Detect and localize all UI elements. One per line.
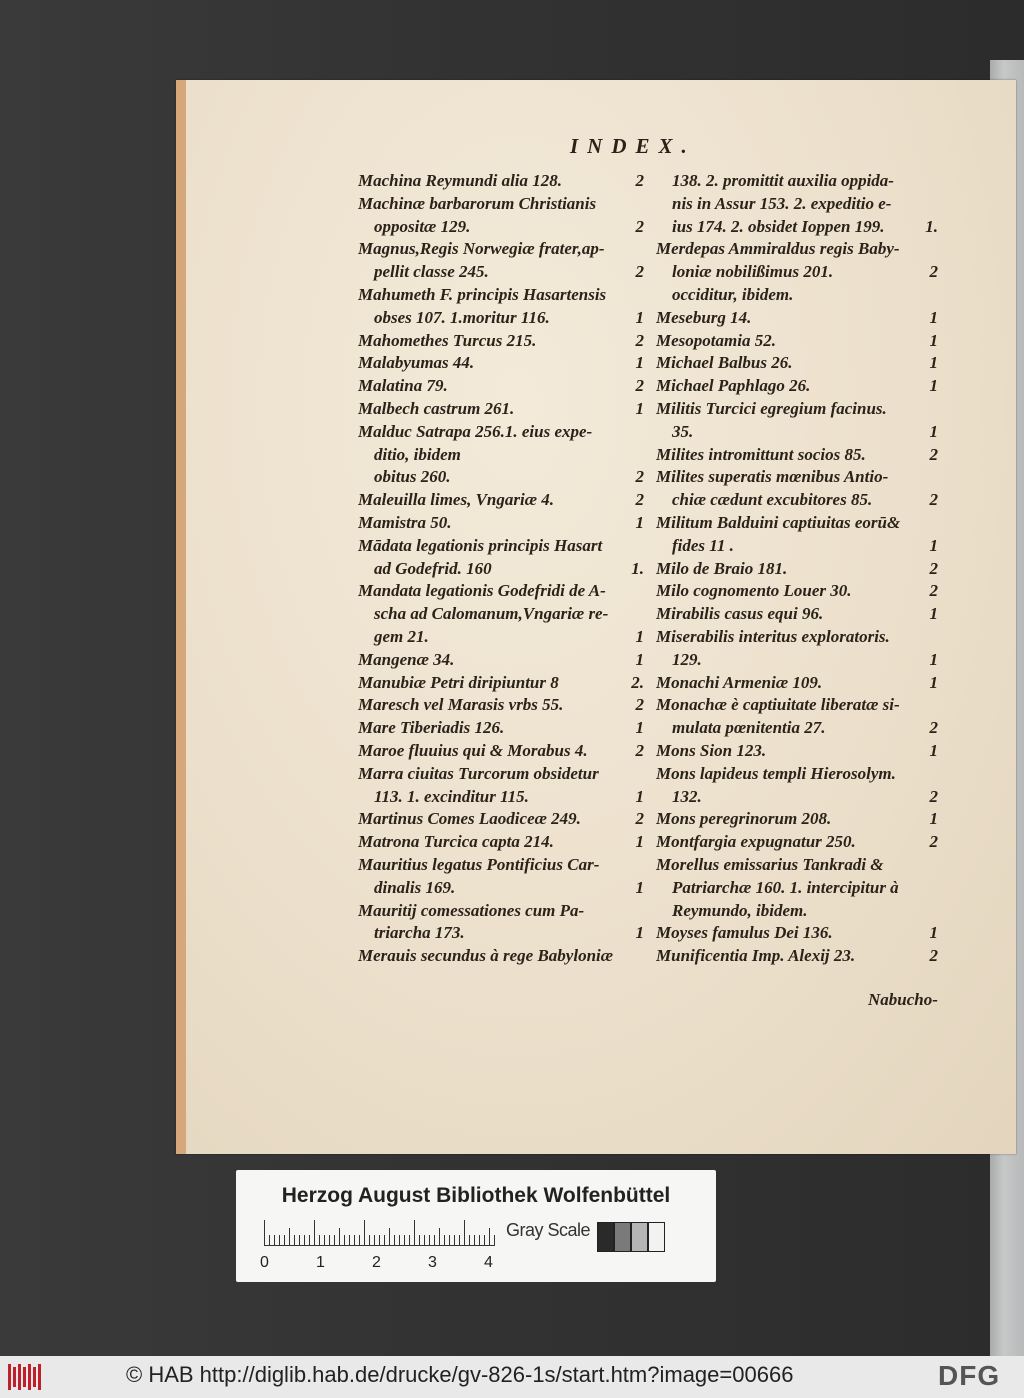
index-entry-line [656, 694, 938, 717]
index-entry-text: Mirabilis casus equi 96. [656, 604, 824, 624]
index-entry-column-marker: 1 [635, 923, 644, 943]
ruler-tick [379, 1235, 380, 1246]
index-entry-column-marker: 1 [635, 512, 644, 532]
index-entry-column-marker: 2 [929, 262, 938, 282]
index-entry-text: 138. 2. promittit auxilia oppida- [672, 171, 894, 190]
index-entry-text: obitus 260. [374, 467, 451, 487]
index-entry-column-marker: 1 [929, 649, 938, 669]
ruler-tick [354, 1235, 355, 1246]
card-title: Herzog August Bibliothek Wolfenbüttel [281, 1184, 671, 1207]
catchword: Nabucho- [868, 990, 938, 1009]
ruler-tick [444, 1235, 445, 1246]
index-entry-text: chiæ cædunt excubitores 85. [672, 490, 873, 510]
index-entry-line [656, 193, 938, 216]
index-entry-text: 132. [672, 786, 702, 806]
ruler-tick [464, 1220, 465, 1246]
ruler-tick [384, 1235, 385, 1246]
ruler-tick [349, 1235, 350, 1246]
index-entry-column-marker: 1 [929, 376, 938, 396]
index-entry-column-marker: 2 [635, 740, 644, 760]
ruler-tick [439, 1228, 440, 1246]
ruler-tick [494, 1235, 495, 1246]
index-entry-line [656, 763, 938, 786]
dfg-logo: DFG [938, 1360, 1001, 1391]
index-entry-text: Malbech castrum 261. [358, 398, 515, 418]
index-entry-column-marker: 2 [635, 695, 644, 715]
index-entry-line [358, 444, 644, 467]
ruler-tick [304, 1235, 305, 1246]
index-entry-text: scha ad Calomanum,Vngariæ re- [374, 604, 609, 624]
index-entry-line [656, 421, 938, 444]
index-entry-line [656, 808, 938, 831]
index-entry-text: Machina Reymundi alia 128. [358, 171, 563, 190]
index-entry-line [656, 216, 938, 239]
index-entry-text: mulata pœnitentia 27. [672, 718, 826, 738]
ruler-tick [434, 1235, 435, 1246]
ruler-number: 2 [372, 1254, 381, 1271]
page-header: INDEX. [570, 134, 696, 158]
index-entry-text: Machinæ barbarorum Christianis [358, 193, 597, 213]
index-entry-text: Malduc Satrapa 256.1. eius expe- [358, 421, 593, 441]
ruler-number: 3 [428, 1254, 437, 1271]
index-entry-text: Monachi Armeniæ 109. [656, 672, 823, 692]
index-entry-text: Mamistra 50. [358, 512, 452, 532]
ruler-tick [489, 1228, 490, 1246]
index-entry-line [358, 763, 644, 786]
index-entry-column-marker: 1 [929, 307, 938, 327]
index-entry-column-marker: 2 [929, 946, 938, 966]
index-entry-text: loniæ nobilißimus 201. [672, 262, 834, 282]
index-entry-line [656, 877, 938, 900]
ruler-tick [344, 1235, 345, 1246]
index-entry-column-marker: 1 [635, 718, 644, 738]
ruler-tick [474, 1235, 475, 1246]
index-entry-text: triarcha 173. [374, 923, 465, 943]
footer-bar [0, 1356, 1024, 1398]
index-entry-column-marker: 2 [929, 718, 938, 738]
index-entry-line [358, 649, 644, 672]
index-entry-column-marker: 2 [929, 444, 938, 464]
index-entry-column-marker: 1 [929, 604, 938, 624]
index-entry-line [656, 512, 938, 535]
index-entry-text: Milites superatis mœnibus Antio- [656, 467, 889, 487]
index-entry-line [358, 808, 644, 831]
index-entry-column-marker: 1 [635, 832, 644, 852]
index-entry-line [656, 170, 938, 193]
ruler-tick [309, 1235, 310, 1246]
index-entry-text: Merdepas Ammiraldus regis Baby- [656, 239, 900, 259]
index-entry-column-marker: 2 [929, 581, 938, 601]
ruler-tick [419, 1235, 420, 1246]
ruler-tick [484, 1235, 485, 1246]
index-entry-column-marker: 1 [635, 307, 644, 327]
index-entry-line [358, 672, 644, 695]
index-entry-column-marker: 1 [635, 398, 644, 418]
index-entry-line [358, 398, 644, 421]
index-entry-line [358, 375, 644, 398]
index-entry-line [656, 284, 938, 307]
index-entry-text: Maleuilla limes, Vngariæ 4. [358, 490, 554, 510]
index-entry-column-marker: 1 [929, 809, 938, 829]
index-entry-column-marker: 2 [929, 832, 938, 852]
ruler-number: 4 [484, 1254, 493, 1271]
index-entry-column-marker: 1 [635, 786, 644, 806]
ruler-tick [369, 1235, 370, 1246]
index-entry-line [358, 945, 644, 968]
index-entry-line [656, 603, 938, 626]
index-entry-line [656, 717, 938, 740]
index-entry-line [656, 307, 938, 330]
index-entry-text: Martinus Comes Laodiceæ 249. [358, 809, 581, 829]
index-entry-line [656, 375, 938, 398]
index-entry-line [358, 330, 644, 353]
index-entry-line [656, 352, 938, 375]
index-entry-line [358, 307, 644, 330]
index-entry-text: Marra ciuitas Turcorum obsidetur [358, 763, 599, 783]
ruler-tick [334, 1235, 335, 1246]
index-entry-line [358, 352, 644, 375]
index-entry-column-marker: 2 [635, 809, 644, 829]
index-entry-text: 35. [672, 421, 694, 441]
index-entry-line [656, 922, 938, 945]
index-entry-text: ditio, ibidem [374, 444, 461, 464]
index-entry-line [358, 238, 644, 261]
gray-scale-swatch [631, 1222, 648, 1252]
index-entry-text: Morellus emissarius Tankradi & [656, 854, 884, 874]
index-entry-column-marker: 1 [929, 330, 938, 350]
index-entry-line [656, 535, 938, 558]
index-entry-column-marker: 2 [635, 330, 644, 350]
index-entry-text: Mauritij comessationes cum Pa- [358, 900, 585, 920]
ruler-tick [449, 1235, 450, 1246]
index-entry-column-marker: 1 [929, 923, 938, 943]
index-entry-text: ad Godefrid. 160 [374, 558, 492, 578]
index-entry-text: Mons peregrinorum 208. [656, 809, 832, 829]
ruler-tick [284, 1235, 285, 1246]
index-entry-column-marker: 1 [635, 877, 644, 897]
ruler-tick [319, 1235, 320, 1246]
index-entry-line [358, 284, 644, 307]
index-entry-text: pellit classe 245. [374, 262, 489, 282]
index-entry-line [656, 489, 938, 512]
ruler-tick [424, 1235, 425, 1246]
index-entry-column-marker: 1 [929, 740, 938, 760]
index-entry-text: Michael Paphlago 26. [656, 376, 811, 396]
ruler-tick [359, 1235, 360, 1246]
ruler-tick [469, 1235, 470, 1246]
index-entry-line [656, 626, 938, 649]
index-entry-text: Munificentia Imp. Alexij 23. [656, 946, 856, 966]
index-entry-line [358, 922, 644, 945]
index-entry-column-marker: 1 [635, 649, 644, 669]
gray-scale-swatch [597, 1222, 614, 1252]
index-entry-line [358, 900, 644, 923]
ruler-scale [264, 1218, 494, 1246]
index-entry-line [656, 398, 938, 421]
index-entry-line [656, 649, 938, 672]
index-entry-text: Milo de Braio 181. [656, 558, 788, 578]
index-entry-line [656, 238, 938, 261]
index-entry-text: Magnus,Regis Norwegiæ frater,ap- [358, 239, 605, 259]
ruler-tick [374, 1235, 375, 1246]
index-entry-column-marker: 2 [929, 786, 938, 806]
index-entry-line [656, 945, 938, 968]
index-entry-text: nis in Assur 153. 2. expeditio e- [672, 193, 892, 213]
index-entry-line [358, 877, 644, 900]
index-entry-line [358, 558, 644, 581]
index-entry-column-marker: 2 [635, 262, 644, 282]
index-entry-line [358, 786, 644, 809]
index-entry-text: Manubiæ Petri diripiuntur 8 [358, 672, 559, 692]
index-entry-line [358, 626, 644, 649]
index-entry-text: Meseburg 14. [656, 307, 752, 327]
index-entry-line [656, 580, 938, 603]
index-entry-text: Maroe fluuius qui & Morabus 4. [358, 740, 588, 760]
hab-logo-icon [8, 1364, 46, 1390]
ruler-tick [479, 1235, 480, 1246]
index-entry-line [358, 831, 644, 854]
index-entry-text: Milo cognomento Louer 30. [656, 581, 852, 601]
index-entry-line [358, 694, 644, 717]
ruler-tick [279, 1235, 280, 1246]
index-entry-line [358, 603, 644, 626]
ruler-tick [274, 1235, 275, 1246]
index-entry-column-marker: 2 [635, 490, 644, 510]
ruler-tick [329, 1235, 330, 1246]
index-entry-line [358, 261, 644, 284]
index-entry-text: Malatina 79. [358, 376, 448, 396]
index-entry-line [656, 900, 938, 923]
index-entry-line [358, 535, 644, 558]
ruler-tick [404, 1235, 405, 1246]
index-entry-line [358, 717, 644, 740]
index-entry-text: Maresch vel Marasis vrbs 55. [358, 695, 564, 715]
index-entry-line [358, 740, 644, 763]
index-entry-text: Mauritius legatus Pontificius Car- [358, 854, 600, 874]
index-entry-line [358, 489, 644, 512]
gray-scale-label: Gray Scale [506, 1220, 591, 1240]
ruler-tick [269, 1235, 270, 1246]
index-entry-column-marker: 1 [929, 672, 938, 692]
ruler-tick [454, 1235, 455, 1246]
index-entry-line [656, 444, 938, 467]
ruler-tick [324, 1235, 325, 1246]
index-entry-line [656, 831, 938, 854]
ruler-tick [399, 1235, 400, 1246]
index-entry-text: Matrona Turcica capta 214. [358, 832, 554, 852]
ruler-tick [429, 1235, 430, 1246]
index-column-right [656, 170, 938, 968]
index-entry-text: fides 11 . [672, 535, 734, 555]
ruler-number: 0 [260, 1254, 269, 1271]
index-entry-text: Mahomethes Turcus 215. [358, 330, 537, 350]
index-entry-text: Merauis secundus à rege Babyloniæ [358, 946, 614, 966]
index-entry-line [656, 261, 938, 284]
index-column-left [358, 170, 644, 968]
index-entry-line [358, 580, 644, 603]
gray-scale-swatch [614, 1222, 631, 1252]
ruler-tick [294, 1235, 295, 1246]
index-entry-text: Militum Balduini captiuitas eorū& [656, 512, 901, 532]
ruler-tick [364, 1220, 365, 1246]
ruler-tick [314, 1220, 315, 1246]
index-entry-line [656, 558, 938, 581]
ruler-tick [264, 1220, 265, 1246]
gray-scale-swatch [648, 1222, 665, 1252]
index-entry-column-marker: 1 [635, 353, 644, 373]
index-entry-line [358, 466, 644, 489]
index-entry-column-marker: 2 [635, 216, 644, 236]
index-entry-text: Mandata legationis Godefridi de A- [358, 581, 606, 601]
index-entry-text: Malabyumas 44. [358, 353, 475, 373]
index-entry-text: obses 107. 1.moritur 116. [374, 307, 550, 327]
index-entry-line [656, 740, 938, 763]
ruler-number: 1 [316, 1254, 325, 1271]
index-entry-text: Militis Turcici egregium facinus. [656, 398, 887, 418]
index-entry-text: Mons Sion 123. [656, 740, 767, 760]
index-entry-line [656, 672, 938, 695]
library-ruler-card [236, 1170, 716, 1282]
index-entry-text: 129. [672, 649, 702, 669]
index-entry-column-marker: 1 [929, 353, 938, 373]
index-entry-line [656, 854, 938, 877]
index-entry-text: Mare Tiberiadis 126. [358, 718, 505, 738]
index-entry-text: Milites intromittunt socios 85. [656, 444, 866, 464]
ruler-tick [459, 1235, 460, 1246]
ruler-tick [299, 1235, 300, 1246]
index-entry-text: Monachæ è captiuitate liberatæ si- [656, 695, 900, 715]
index-entry-text: Patriarchæ 160. 1. intercipitur à [672, 877, 899, 897]
index-entry-text: 113. 1. excinditur 115. [374, 786, 529, 806]
ruler-tick [394, 1235, 395, 1246]
index-entry-column-marker: 2 [929, 490, 938, 510]
index-entry-text: Michael Balbus 26. [656, 353, 793, 373]
index-entry-text: Mesopotamia 52. [656, 330, 776, 350]
index-entry-column-marker: 1. [631, 558, 644, 578]
index-entry-column-marker: 2 [635, 376, 644, 396]
footer-url[interactable]: © HAB http://diglib.hab.de/drucke/gv-826-1s/start.htm?image=00666 [126, 1362, 794, 1387]
index-entry-column-marker: 2 [635, 467, 644, 487]
index-entry-text: Mahumeth F. principis Hasartensis [358, 284, 607, 304]
index-entry-text: Montfargia expugnatur 250. [656, 832, 856, 852]
ruler-tick [389, 1228, 390, 1246]
ruler-tick [409, 1235, 410, 1246]
index-entry-text: dinalis 169. [374, 877, 456, 897]
index-entry-text: Mādata legationis principis Hasart [358, 535, 603, 555]
index-entry-line [358, 421, 644, 444]
index-entry-line [358, 854, 644, 877]
index-entry-text: Mons lapideus templi Hierosolym. [656, 763, 896, 783]
ruler-tick [339, 1228, 340, 1246]
index-entry-text: occiditur, ibidem. [672, 284, 794, 304]
index-entry-column-marker: 1 [635, 626, 644, 646]
index-entry-column-marker: 1 [929, 535, 938, 555]
index-entry-column-marker: 1. [925, 216, 938, 236]
index-entry-text: Reymundo, ibidem. [672, 900, 808, 920]
ruler-tick [414, 1220, 415, 1246]
index-entry-line [656, 786, 938, 809]
index-entry-column-marker: 2 [635, 171, 644, 190]
index-entry-text: ius 174. 2. obsidet Ioppen 199. [672, 216, 885, 236]
index-entry-text: oppositæ 129. [374, 216, 471, 236]
index-entry-text: Miserabilis interitus exploratoris. [656, 626, 890, 646]
index-entry-line [358, 193, 644, 216]
index-entry-line [358, 170, 644, 193]
index-entry-line [358, 216, 644, 239]
ruler-tick [289, 1228, 290, 1246]
index-entry-text: Mangenæ 34. [358, 649, 455, 669]
index-entry-column-marker: 1 [929, 421, 938, 441]
index-entry-line [656, 466, 938, 489]
index-entry-column-marker: 2 [929, 558, 938, 578]
index-entry-text: Moyses famulus Dei 136. [656, 923, 833, 943]
index-entry-text: gem 21. [374, 626, 429, 646]
index-entry-line [358, 512, 644, 535]
index-entry-line [656, 330, 938, 353]
index-entry-column-marker: 2. [631, 672, 644, 692]
